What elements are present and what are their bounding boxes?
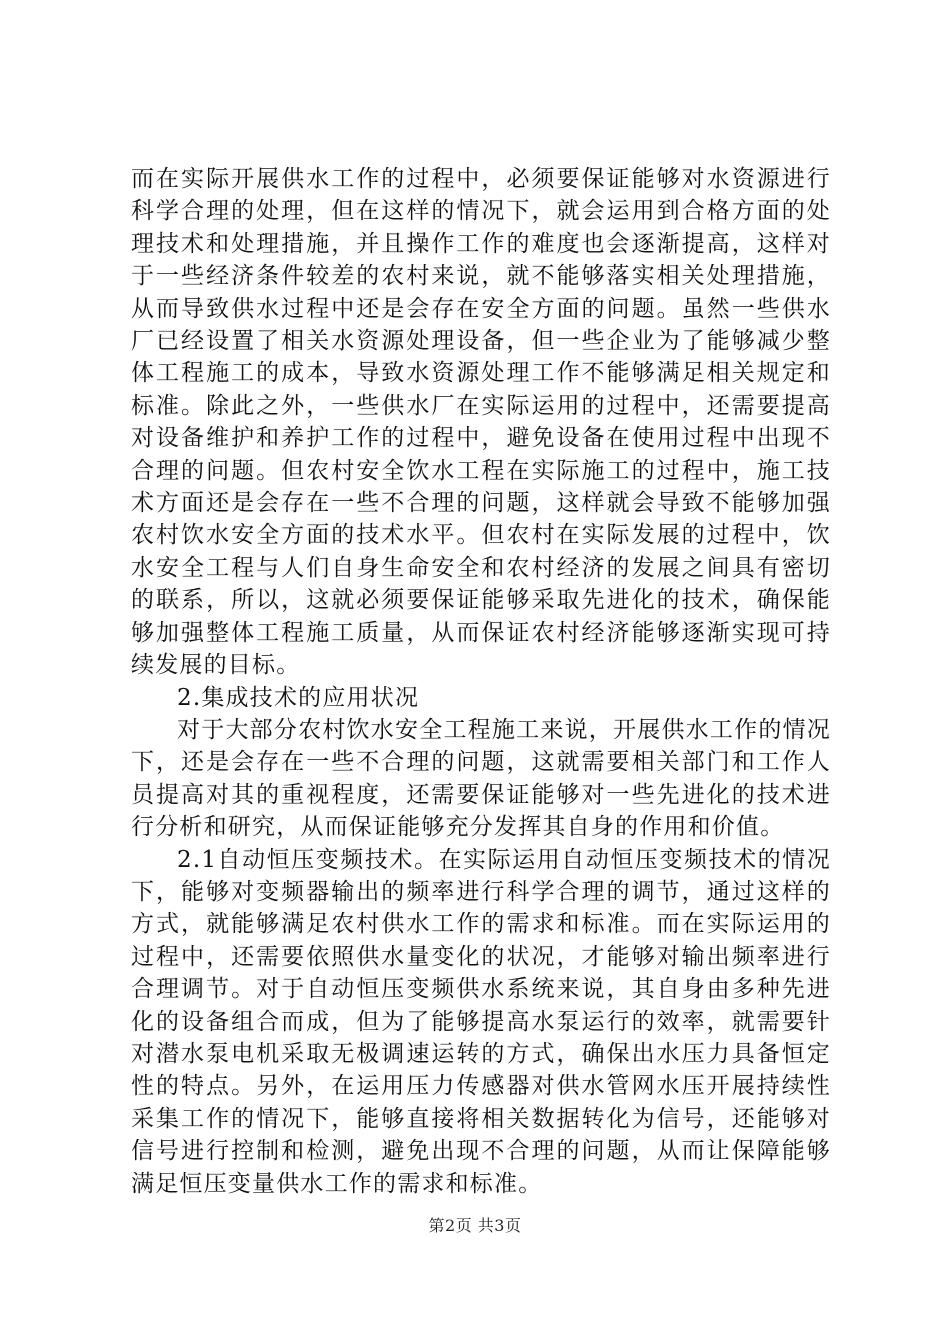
page-footer: 第2页 共3页 <box>428 1216 522 1235</box>
subsection-paragraph: 2.1自动恒压变频技术。在实际运用自动恒压变频技术的情况下，能够对变频器输出的频率进行科学合理的调节，通过这样的方式，就能够满足农村供水工作的需求和标准。而在实际运用的过程中，还需要依照供水量变化的状况，才能够对输出频率进行合理调节。对于自动恒压变频供水系统来说，其自身由多种先进化的设备组合而成，但为了能够提高水泵运行的效率，就需要针对潜水泵电机采取无极调速运转的方式，确保出水压力具备恒定性的特点。另外，在运用压力传感器对供水管网水压开展持续性采集工作的情况下，能够直接将相关数据转化为信号，还能够对信号进行控制和检测，避免出现不合理的问题，从而让保障能够满足恒压变量供水工作的需求和标准。 <box>131 846 831 1197</box>
paragraph-continued: 而在实际开展供水工作的过程中，必须要保证能够对水资源进行科学合理的处理，但在这样的情况下，就会运用到合格方面的处理技术和处理措施，并且操作工作的难度也会逐渐提高，这样对于一些经济条件较差的农村来说，就不能够落实相关处理措施，从而导致供水过程中还是会存在安全方面的问题。虽然一些供水厂已经设置了相关水资源处理设备，但一些企业为了能够减少整体工程施工的成本，导致水资源处理工作不能够满足相关规定和标准。除此之外，一些供水厂在实际运用的过程中，还需要提高对设备维护和养护工作的过程中，避免设备在使用过程中出现不合理的问题。但农村安全饮水工程在实际施工的过程中，施工技术方面还是会存在一些不合理的问题，这样就会导致不能够加强农村饮水安全方面的技术水平。但农村在实际发展的过程中，饮水安全工程与人们自身生命安全和农村经济的发展之间具有密切的联系，所以，这就必须要保证能够采取先进化的技术，确保能够加强整体工程施工质量，从而保证农村经济能够逐渐实现可持续发展的目标。 <box>131 166 831 679</box>
paragraph: 对于大部分农村饮水安全工程施工来说，开展供水工作的情况下，还是会存在一些不合理的问题，这就需要相关部门和工作人员提高对其的重视程度，还需要保证能够对一些先进化的技术进行分析和研究，从而保证能够充分发挥其自身的作用和价值。 <box>131 716 831 841</box>
document-body <box>131 163 831 1200</box>
section-heading: 2.集成技术的应用状况 <box>177 684 420 711</box>
